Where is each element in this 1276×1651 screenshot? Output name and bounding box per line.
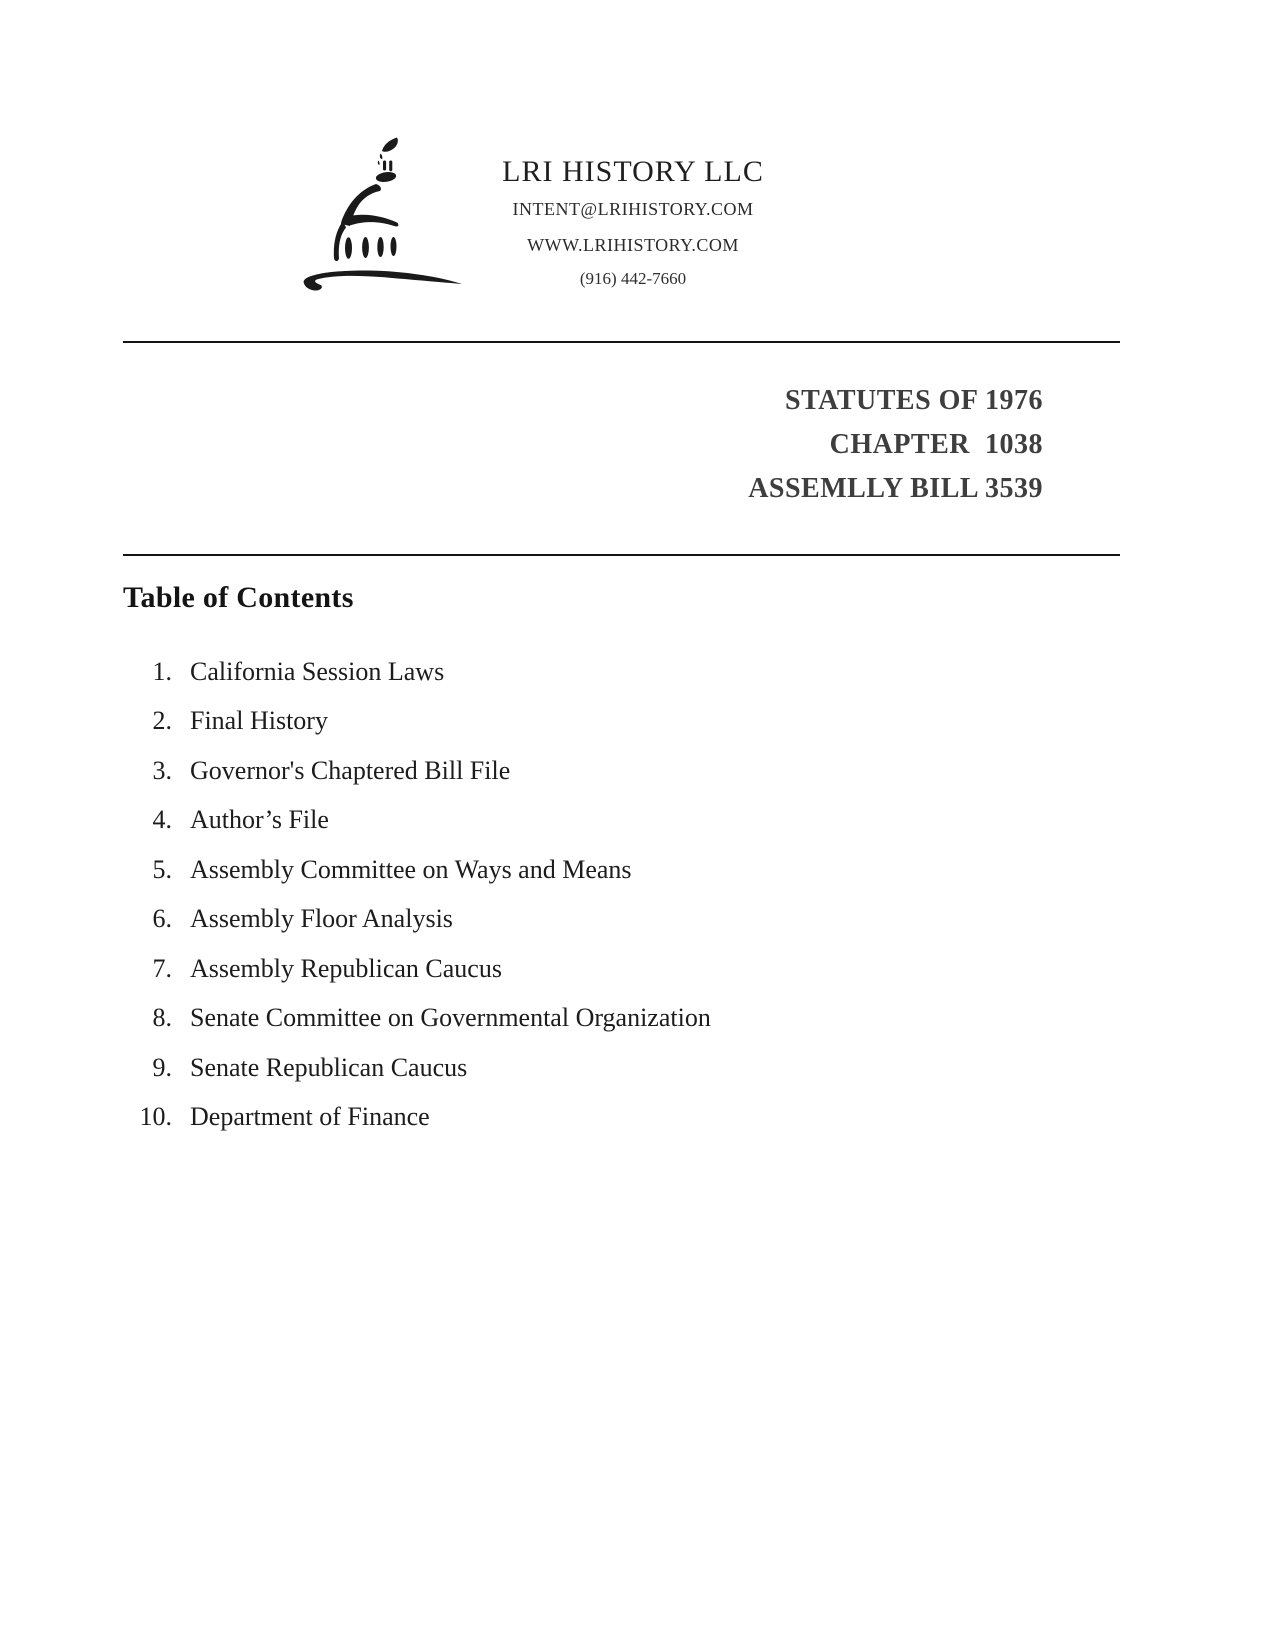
- toc-item-number: 7.: [152, 953, 172, 983]
- toc-item: [0, 1043, 900, 1093]
- toc-list: [0, 647, 900, 1142]
- toc-item-number: 5.: [152, 854, 172, 884]
- toc-item-label: Assembly Republican Caucus: [190, 953, 502, 983]
- contact-phone: (916) 442-7660: [579, 269, 687, 288]
- toc-item-number: 6.: [152, 904, 172, 934]
- toc-item-label: Final History: [190, 706, 328, 736]
- contact-email: INTENT@LRIHISTORY.COM: [512, 199, 754, 219]
- statutes-line: STATUTES OF 1976: [785, 385, 1043, 416]
- toc-item: [0, 895, 900, 945]
- toc-item-label: Senate Republican Caucus: [190, 1052, 468, 1082]
- toc-item-label: Governor's Chaptered Bill File: [190, 755, 511, 785]
- toc-item-number: 1.: [152, 656, 172, 686]
- toc-item-number: 10.: [139, 1102, 172, 1132]
- toc-item-number: 4.: [152, 805, 172, 835]
- assembly-bill-line: ASSEMLLY BILL 3539: [748, 473, 1043, 504]
- toc-item-number: 9.: [152, 1052, 172, 1082]
- toc-item: [0, 746, 900, 796]
- capitol-dome-sketch-icon: [296, 132, 466, 296]
- toc-item-label: Assembly Committee on Ways and Means: [190, 854, 632, 884]
- divider-bottom: [123, 554, 1120, 556]
- toc-item-label: Author’s File: [190, 805, 329, 835]
- toc-item-number: 2.: [152, 706, 172, 736]
- chapter-line: CHAPTER 1038: [829, 429, 1043, 460]
- toc-heading: Table of Contents: [123, 581, 354, 614]
- contact-website: WWW.LRIHISTORY.COM: [527, 235, 739, 255]
- letterhead: [458, 152, 808, 290]
- divider-top: [123, 341, 1120, 343]
- toc-item-label: Assembly Floor Analysis: [190, 904, 453, 934]
- toc-item-label: California Session Laws: [190, 656, 445, 686]
- toc-item-number: 3.: [152, 755, 172, 785]
- toc-item: [0, 796, 900, 846]
- toc-item: [0, 845, 900, 895]
- toc-item-label: Department of Finance: [190, 1102, 430, 1132]
- toc-item: [0, 647, 900, 697]
- company-name: LRI HISTORY LLC: [502, 155, 764, 188]
- toc-item-number: 8.: [152, 1003, 172, 1033]
- toc-item: [0, 944, 900, 994]
- toc-item: [0, 697, 900, 747]
- toc-item-label: Senate Committee on Governmental Organization: [190, 1003, 711, 1033]
- bill-reference-block: [748, 379, 1043, 511]
- toc-item: [0, 1093, 900, 1143]
- toc-item: [0, 994, 900, 1044]
